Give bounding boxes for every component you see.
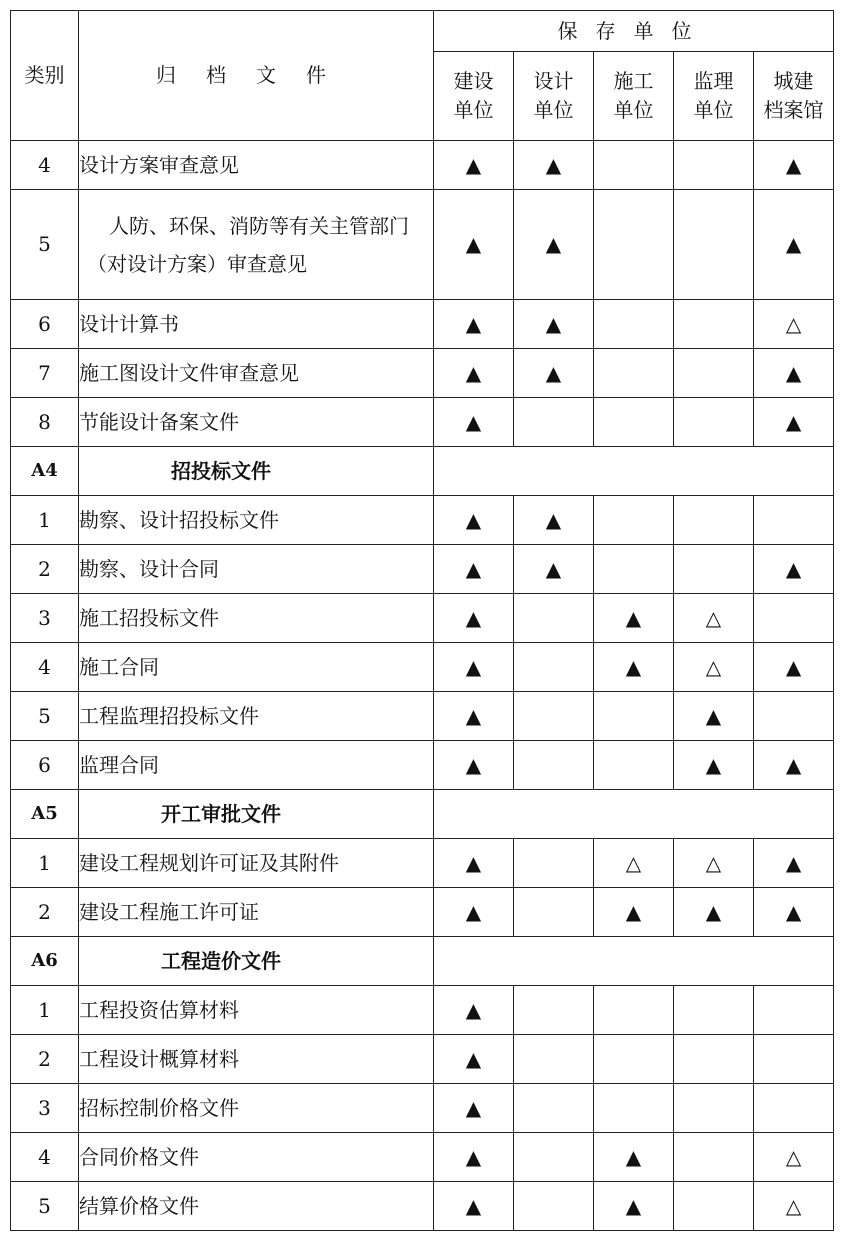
header-unit-supervision: 监理 单位 [674,52,754,141]
document-name: 工程设计概算材料 [79,1035,434,1084]
filled-triangle-icon: ▲ [434,594,514,643]
empty-mark-cell [674,398,754,447]
empty-mark-cell [594,692,674,741]
empty-mark-cell [674,1035,754,1084]
document-name: 工程监理招投标文件 [79,692,434,741]
filled-triangle-icon: ▲ [754,349,834,398]
table-row [11,300,834,349]
filled-triangle-icon: ▲ [434,398,514,447]
empty-mark-cell [674,1084,754,1133]
document-name: 建设工程规划许可证及其附件 [79,839,434,888]
item-number: 2 [11,888,79,937]
empty-mark-cell [594,141,674,190]
empty-mark-cell [674,545,754,594]
empty-mark-cell [754,1035,834,1084]
filled-triangle-icon: ▲ [754,190,834,300]
table-row [11,1084,834,1133]
document-name: 招标控制价格文件 [79,1084,434,1133]
filled-triangle-icon: ▲ [434,1133,514,1182]
filled-triangle-icon: ▲ [754,545,834,594]
filled-triangle-icon: ▲ [434,1084,514,1133]
empty-mark-cell [594,496,674,545]
empty-mark-cell [674,349,754,398]
empty-mark-cell [514,643,594,692]
header-unit-design: 设计 单位 [514,52,594,141]
document-name: 施工合同 [79,643,434,692]
empty-mark-cell [514,1035,594,1084]
empty-mark-cell [674,1182,754,1231]
filled-triangle-icon: ▲ [514,190,594,300]
hollow-triangle-icon: △ [674,839,754,888]
filled-triangle-icon: ▲ [434,643,514,692]
filled-triangle-icon: ▲ [754,741,834,790]
section-blank-cell [434,447,834,496]
table-row [11,986,834,1035]
item-number: 1 [11,986,79,1035]
header-unit-contractor: 施工 单位 [594,52,674,141]
document-name: 监理合同 [79,741,434,790]
header-unit-archives: 城建 档案馆 [754,52,834,141]
section-title: 招投标文件 [79,447,434,496]
empty-mark-cell [514,986,594,1035]
table-row [11,839,834,888]
item-number: 6 [11,741,79,790]
item-number: 4 [11,141,79,190]
item-number: 7 [11,349,79,398]
document-name: 勘察、设计合同 [79,545,434,594]
document-name: 结算价格文件 [79,1182,434,1231]
filled-triangle-icon: ▲ [434,1035,514,1084]
item-number: 6 [11,300,79,349]
filled-triangle-icon: ▲ [514,496,594,545]
hollow-triangle-icon: △ [754,1133,834,1182]
header-documents: 归档文件 [79,11,434,141]
item-number: 1 [11,496,79,545]
filled-triangle-icon: ▲ [434,496,514,545]
table-row [11,545,834,594]
section-title: 工程造价文件 [79,937,434,986]
empty-mark-cell [594,1035,674,1084]
filled-triangle-icon: ▲ [514,349,594,398]
item-number: 3 [11,594,79,643]
filled-triangle-icon: ▲ [594,1182,674,1231]
table-row [11,643,834,692]
table-row [11,692,834,741]
empty-mark-cell [674,141,754,190]
item-number: 5 [11,1182,79,1231]
empty-mark-cell [594,190,674,300]
filled-triangle-icon: ▲ [434,545,514,594]
filled-triangle-icon: ▲ [674,741,754,790]
empty-mark-cell [754,986,834,1035]
empty-mark-cell [514,398,594,447]
table-row [11,141,834,190]
item-number: 5 [11,190,79,300]
empty-mark-cell [514,692,594,741]
empty-mark-cell [594,300,674,349]
empty-mark-cell [754,496,834,545]
document-name: 施工招投标文件 [79,594,434,643]
empty-mark-cell [674,496,754,545]
table-row [11,190,834,300]
empty-mark-cell [594,398,674,447]
filled-triangle-icon: ▲ [754,839,834,888]
document-name: 工程投资估算材料 [79,986,434,1035]
section-row [11,790,834,839]
header-storage-group: 保存单位 [434,11,834,52]
section-row [11,937,834,986]
empty-mark-cell [594,741,674,790]
section-row [11,447,834,496]
table-row [11,741,834,790]
empty-mark-cell [594,986,674,1035]
filled-triangle-icon: ▲ [514,545,594,594]
filled-triangle-icon: ▲ [674,692,754,741]
table-row [11,1133,834,1182]
item-number: 2 [11,545,79,594]
document-name: 设计方案审查意见 [79,141,434,190]
hollow-triangle-icon: △ [754,1182,834,1231]
item-number: 4 [11,1133,79,1182]
document-name: 人防、环保、消防等有关主管部门（对设计方案）审查意见 [79,190,434,300]
empty-mark-cell [594,1084,674,1133]
filled-triangle-icon: ▲ [434,888,514,937]
empty-mark-cell [514,594,594,643]
filled-triangle-icon: ▲ [594,888,674,937]
table-row [11,398,834,447]
item-number: 2 [11,1035,79,1084]
item-number: 3 [11,1084,79,1133]
table-header [11,11,834,141]
empty-mark-cell [674,300,754,349]
filled-triangle-icon: ▲ [594,1133,674,1182]
empty-mark-cell [754,594,834,643]
filled-triangle-icon: ▲ [434,741,514,790]
table-row [11,349,834,398]
section-code: A6 [11,937,79,986]
header-category: 类别 [11,11,79,141]
filled-triangle-icon: ▲ [434,839,514,888]
filled-triangle-icon: ▲ [754,141,834,190]
empty-mark-cell [674,190,754,300]
hollow-triangle-icon: △ [594,839,674,888]
document-name: 建设工程施工许可证 [79,888,434,937]
filled-triangle-icon: ▲ [674,888,754,937]
hollow-triangle-icon: △ [674,594,754,643]
document-name: 合同价格文件 [79,1133,434,1182]
table-row [11,1182,834,1231]
item-number: 1 [11,839,79,888]
filled-triangle-icon: ▲ [434,141,514,190]
empty-mark-cell [514,1182,594,1231]
filled-triangle-icon: ▲ [514,141,594,190]
section-title: 开工审批文件 [79,790,434,839]
header-unit-construction: 建设 单位 [434,52,514,141]
empty-mark-cell [594,545,674,594]
empty-mark-cell [514,839,594,888]
item-number: 4 [11,643,79,692]
table-row [11,594,834,643]
document-name: 勘察、设计招投标文件 [79,496,434,545]
archive-table [10,10,834,1231]
document-name: 节能设计备案文件 [79,398,434,447]
filled-triangle-icon: ▲ [434,300,514,349]
table-row [11,1035,834,1084]
table-body [11,141,834,1231]
section-blank-cell [434,790,834,839]
filled-triangle-icon: ▲ [754,398,834,447]
item-number: 5 [11,692,79,741]
filled-triangle-icon: ▲ [594,643,674,692]
filled-triangle-icon: ▲ [754,888,834,937]
empty-mark-cell [514,888,594,937]
section-code: A4 [11,447,79,496]
section-code: A5 [11,790,79,839]
hollow-triangle-icon: △ [754,300,834,349]
empty-mark-cell [514,1084,594,1133]
filled-triangle-icon: ▲ [434,1182,514,1231]
empty-mark-cell [514,1133,594,1182]
empty-mark-cell [754,1084,834,1133]
empty-mark-cell [594,349,674,398]
empty-mark-cell [754,692,834,741]
document-name: 施工图设计文件审查意见 [79,349,434,398]
filled-triangle-icon: ▲ [594,594,674,643]
hollow-triangle-icon: △ [674,643,754,692]
item-number: 8 [11,398,79,447]
filled-triangle-icon: ▲ [434,692,514,741]
filled-triangle-icon: ▲ [434,190,514,300]
empty-mark-cell [674,1133,754,1182]
table-row [11,888,834,937]
empty-mark-cell [674,986,754,1035]
filled-triangle-icon: ▲ [434,986,514,1035]
filled-triangle-icon: ▲ [434,349,514,398]
table-row [11,496,834,545]
filled-triangle-icon: ▲ [514,300,594,349]
filled-triangle-icon: ▲ [754,643,834,692]
section-blank-cell [434,937,834,986]
empty-mark-cell [514,741,594,790]
document-name: 设计计算书 [79,300,434,349]
